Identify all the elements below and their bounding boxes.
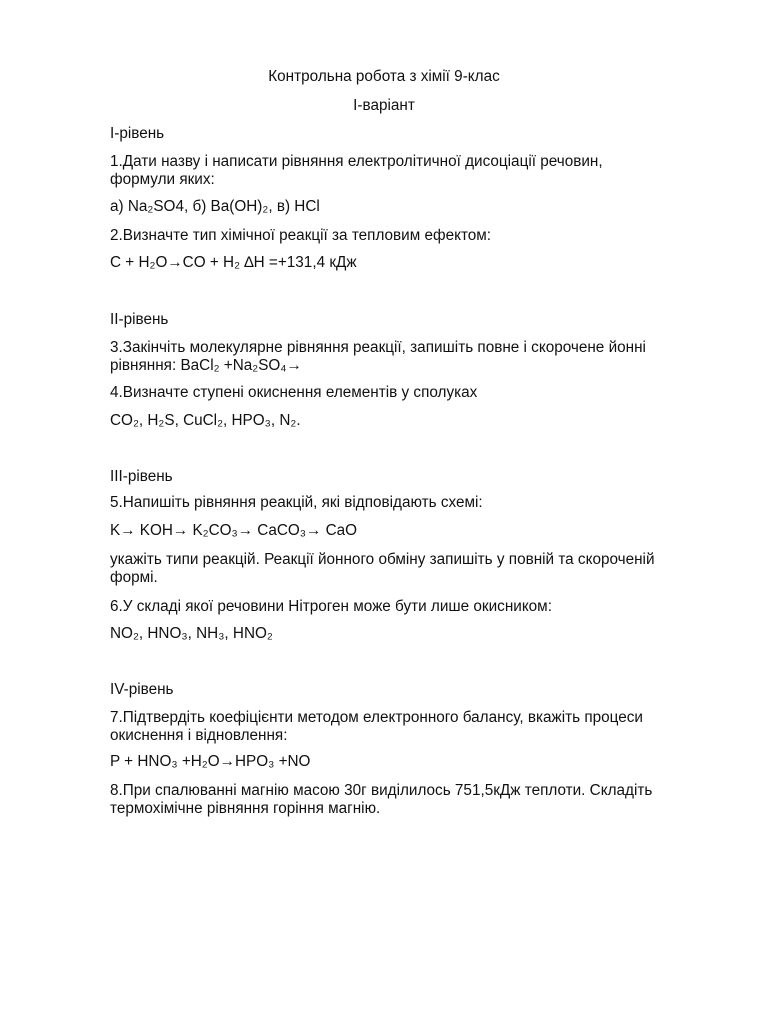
question-3: 3.Закінчіть молекулярне рівняння реакції, запишіть повне і скорочене йонні рівняння: BaCl₂ +Na₂SO₄→	[110, 339, 646, 374]
variant-label: І-варіант	[353, 97, 415, 114]
question-8: 8.При спалюванні магнію масою 30г виділилось 751,5кДж теплоти. Складіть термохімічне рівняння горіння магнію.	[110, 782, 653, 817]
question-2-equation: C + H₂O→CO + H₂ ∆H =+131,4 кДж	[110, 254, 357, 271]
question-6-options: NO₂, HNO₃, NH₃, HNO₂	[110, 625, 273, 642]
question-5: 5.Напишіть рівняння реакцій, які відповідають схемі:	[110, 494, 483, 511]
question-4-compounds: CO₂, H₂S, CuCl₂, HPO₃, N₂.	[110, 412, 301, 429]
question-1: 1.Дати назву і написати рівняння електролітичної дисоціації речовин, формули яких:	[110, 153, 603, 188]
level-4-heading: IV-рівень	[110, 681, 174, 698]
question-5-scheme: K→ KOH→ K₂CO₃→ CaCO₃→ CaO	[110, 522, 358, 539]
question-2: 2.Визначте тип хімічної реакції за тепловим ефектом:	[110, 227, 492, 244]
question-6: 6.У складі якої речовини Нітроген може бути лише окисником:	[110, 598, 552, 615]
question-7-equation: P + HNO₃ +H₂O→HPO₃ +NO	[110, 753, 311, 770]
level-2-heading: ІІ-рівень	[110, 311, 169, 328]
question-1-options: а) Na₂SO4, б) Ba(OH)₂, в) HCl	[110, 198, 320, 215]
level-1-heading: І-рівень	[110, 125, 165, 142]
level-3-heading: ІІІ-рівень	[110, 468, 173, 485]
question-5-note: укажіть типи реакцій. Реакції йонного обміну запишіть у повній та скороченій формі.	[110, 551, 655, 586]
document-title: Контрольна робота з хімії 9-клас	[268, 68, 500, 85]
question-7: 7.Підтвердіть коефіцієнти методом електронного балансу, вкажіть процеси окиснення і відновлення:	[110, 709, 643, 744]
question-4: 4.Визначте ступені окиснення елементів у сполуках	[110, 384, 478, 401]
